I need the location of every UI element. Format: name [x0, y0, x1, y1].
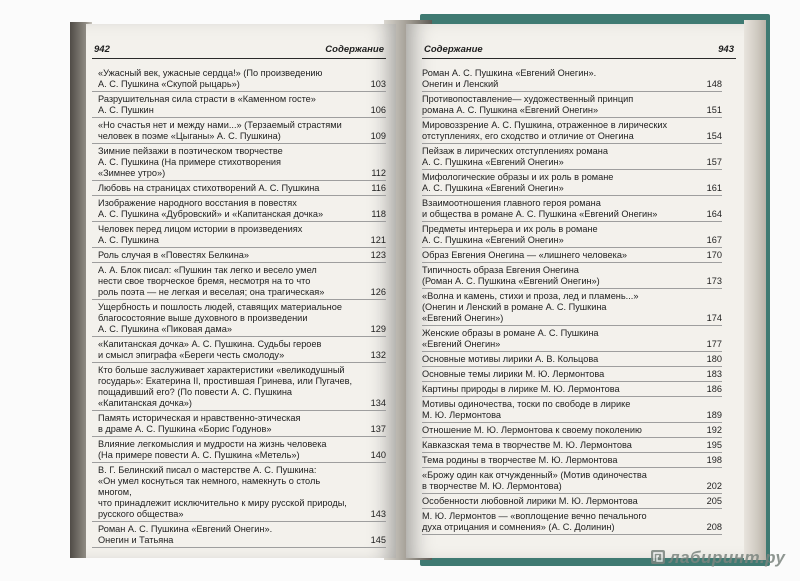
toc-entry — [92, 337, 386, 363]
toc-entry-title: Пейзаж в лирических отступлениях романа А. С. Пушкина «Евгений Онегин» — [422, 145, 608, 167]
right-page — [406, 24, 744, 558]
toc-entry-title: Типичность образа Евгения Онегина (Роман А. С. Пушкина «Евгений Онегин») — [422, 264, 600, 286]
toc-entry — [92, 118, 386, 144]
toc-entry-title: «Ужасный век, ужасные сердца!» (По произведению А. С. Пушкина «Скупой рыцарь») — [98, 67, 323, 89]
toc-entry — [422, 222, 722, 248]
toc-entry-page-number: 177 — [706, 338, 722, 349]
toc-entry-title: Влияние легкомыслия и мудрости на жизнь человека (На примере повести А. С. Пушкина «Метель») — [98, 438, 327, 460]
toc-entry — [92, 66, 386, 92]
toc-entry — [422, 453, 722, 468]
toc-entry-page-number: 198 — [706, 454, 722, 465]
left-page-header: Содержание — [325, 44, 384, 55]
toc-entry — [422, 66, 722, 92]
toc-entry — [92, 463, 386, 522]
toc-entry — [422, 397, 722, 423]
toc-entry — [92, 300, 386, 337]
toc-entry-title: «Брожу один как отчужденный» (Мотив одиночества в творчестве М. Ю. Лермонтова) — [422, 469, 647, 491]
toc-entry-page-number: 154 — [706, 130, 722, 141]
right-page-header: Содержание — [424, 44, 483, 55]
toc-entry — [92, 222, 386, 248]
toc-entry-page-number: 137 — [370, 423, 386, 434]
toc-entry-title: «Капитанская дочка» А. С. Пушкина. Судьбы героев и смысл эпиграфа «Береги честь смолоду» — [98, 338, 322, 360]
toc-entry-title: Роман А. С. Пушкина «Евгений Онегин». Онегин и Татьяна — [98, 523, 273, 545]
toc-entry — [92, 248, 386, 263]
toc-entry-page-number: 186 — [706, 383, 722, 394]
toc-entry-page-number: 143 — [370, 508, 386, 519]
left-page-number: 942 — [94, 44, 110, 55]
toc-entry-title: Основные темы лирики М. Ю. Лермонтова — [422, 368, 605, 379]
toc-entry-page-number: 129 — [370, 323, 386, 334]
toc-entry-title: Ущербность и пошлость людей, ставящих материальное благосостояние выше духовного в произведении А. С. Пушкина «Пиковая дама» — [98, 301, 342, 334]
toc-entry-page-number: 174 — [706, 312, 722, 323]
toc-entry — [422, 196, 722, 222]
toc-entry-title: Предметы интерьера и их роль в романе А. С. Пушкина «Евгений Онегин» — [422, 223, 598, 245]
toc-entry-page-number: 118 — [371, 208, 386, 219]
toc-entry — [422, 263, 722, 289]
toc-entry-title: «Но счастья нет и между нами...» (Терзаемый страстями человек в поэме «Цыганы» А. С. Пушкина) — [98, 119, 342, 141]
toc-entry-page-number: 126 — [370, 286, 386, 297]
right-header-rule — [422, 58, 736, 59]
toc-entry — [422, 289, 722, 326]
toc-entry — [422, 352, 722, 367]
toc-entry — [422, 468, 722, 494]
toc-entry-title: Особенности любовной лирики М. Ю. Лермонтова — [422, 495, 638, 506]
toc-entry-page-number: 164 — [706, 208, 722, 219]
toc-entry-title: Роман А. С. Пушкина «Евгений Онегин». Онегин и Ленский — [422, 67, 597, 89]
toc-entry-page-number: 151 — [706, 104, 722, 115]
toc-entry-title: В. Г. Белинский писал о мастерстве А. С. Пушкина: «Он умел коснуться так немного, намекнуть о столь многом, что принадлежит исключительно к миру русской природы, русского общества» — [98, 464, 347, 519]
watermark — [650, 548, 786, 568]
toc-entry-title: Отношение М. Ю. Лермонтова к своему поколению — [422, 424, 642, 435]
toc-entry — [422, 367, 722, 382]
toc-entry-page-number: 170 — [706, 249, 722, 260]
toc-entry-title: Тема родины в творчестве М. Ю. Лермонтова — [422, 454, 618, 465]
toc-entry-page-number: 167 — [706, 234, 722, 245]
toc-entry-page-number: 202 — [706, 480, 722, 491]
toc-entry-title: Изображение народного восстания в повестях А. С. Пушкина «Дубровский» и «Капитанская дочка» — [98, 197, 324, 219]
toc-entry — [92, 411, 386, 437]
toc-entry — [422, 382, 722, 397]
toc-entry-title: «Волна и камень, стихи и проза, лед и пламень...» (Онегин и Ленский в романе А. С. Пушкина «Евгений Онегин») — [422, 290, 639, 323]
toc-entry-page-number: 109 — [370, 130, 386, 141]
left-header-rule — [92, 58, 386, 59]
toc-entry — [92, 263, 386, 300]
right-page-number: 943 — [718, 44, 734, 55]
toc-entry-title: Память историческая и нравственно-этическая в драме А. С. Пушкина «Борис Годунов» — [98, 412, 301, 434]
toc-entry-page-number: 112 — [371, 167, 386, 178]
toc-entry-page-number: 134 — [370, 397, 386, 408]
toc-entry — [422, 326, 722, 352]
toc-entry — [422, 170, 722, 196]
toc-entry-title: М. Ю. Лермонтов — «воплощение вечно печального духа отрицания и сомнения» (А. С. Долинин) — [422, 510, 647, 532]
toc-entry-title: Человек перед лицом истории в произведениях А. С. Пушкина — [98, 223, 303, 245]
toc-entry-title: Мотивы одиночества, тоски по свободе в лирике М. Ю. Лермонтова — [422, 398, 631, 420]
toc-entry — [92, 144, 386, 181]
toc-entry-page-number: 189 — [706, 409, 722, 420]
toc-entry-title: Женские образы в романе А. С. Пушкина «Евгений Онегин» — [422, 327, 599, 349]
toc-entry-page-number: 145 — [370, 534, 386, 545]
toc-entry — [92, 181, 386, 196]
toc-entry — [92, 522, 386, 548]
toc-entry-title: Разрушительная сила страсти в «Каменном госте» А. С. Пушкин — [98, 93, 316, 115]
toc-entry-page-number: 148 — [706, 78, 722, 89]
toc-entry-title: Противопоставление— художественный принцип романа А. С. Пушкина «Евгений Онегин» — [422, 93, 634, 115]
toc-entry-title: А. А. Блок писал: «Пушкин так легко и весело умел нести свое творческое бремя, несмотря на то что роль поэта — не легкая и веселая; она трагическая» — [98, 264, 325, 297]
toc-entry-page-number: 157 — [706, 156, 722, 167]
toc-entry-page-number: 205 — [706, 495, 722, 506]
toc-entry-page-number: 192 — [706, 424, 722, 435]
toc-entry-page-number: 103 — [370, 78, 386, 89]
toc-entry-page-number: 195 — [706, 439, 722, 450]
toc-entry — [92, 196, 386, 222]
toc-entry-page-number: 132 — [370, 349, 386, 360]
right-toc-list — [422, 66, 722, 535]
toc-entry-title: Образ Евгения Онегина — «лишнего человека» — [422, 249, 628, 260]
toc-entry — [422, 92, 722, 118]
toc-entry-title: Картины природы в лирике М. Ю. Лермонтова — [422, 383, 620, 394]
watermark-text: лабиринт.ру — [669, 548, 786, 567]
toc-entry — [92, 92, 386, 118]
toc-entry — [422, 423, 722, 438]
toc-entry-page-number: 180 — [706, 353, 722, 364]
labyrinth-logo-icon — [650, 549, 666, 565]
toc-entry-page-number: 173 — [706, 275, 722, 286]
toc-entry — [422, 118, 722, 144]
toc-entry — [422, 509, 722, 535]
toc-entry — [422, 248, 722, 263]
toc-entry-page-number: 161 — [706, 182, 722, 193]
toc-entry-title: Кавказская тема в творчестве М. Ю. Лермонтова — [422, 439, 632, 450]
toc-entry-page-number: 123 — [370, 249, 386, 260]
toc-entry-page-number: 116 — [371, 182, 386, 193]
toc-entry-page-number: 183 — [706, 368, 722, 379]
toc-entry-title: Мировоззрение А. С. Пушкина, отраженное в лирических отступлениях, его сходство и отличие от Онегина — [422, 119, 668, 141]
book-page-edges — [744, 20, 766, 560]
toc-entry-title: Основные мотивы лирики А. В. Кольцова — [422, 353, 599, 364]
toc-entry-title: Зимние пейзажи в поэтическом творчестве А. С. Пушкина (На примере стихотворения «Зимнее утро») — [98, 145, 283, 178]
toc-entry — [422, 494, 722, 509]
toc-entry-title: Взаимоотношения главного героя романа и общества в романе А. С. Пушкина «Евгений Онегин» — [422, 197, 658, 219]
toc-entry — [92, 363, 386, 411]
left-page — [86, 24, 396, 558]
left-toc-list — [92, 66, 386, 548]
toc-entry-page-number: 140 — [370, 449, 386, 460]
toc-entry — [422, 438, 722, 453]
toc-entry — [92, 437, 386, 463]
toc-entry — [422, 144, 722, 170]
toc-entry-title: Мифологические образы и их роль в романе А. С. Пушкина «Евгений Онегин» — [422, 171, 614, 193]
toc-entry-title: Кто больше заслуживает характеристики «великодушный государь»: Екатерина II, простившая Гринева, или Пугачев, пощадивший его? (По повести А. С. Пушкина «Капитанская дочка») — [98, 364, 353, 408]
toc-entry-page-number: 121 — [370, 234, 386, 245]
toc-entry-title: Роль случая в «Повестях Белкина» — [98, 249, 250, 260]
toc-entry-title: Любовь на страницах стихотворений А. С. Пушкина — [98, 182, 320, 193]
toc-entry-page-number: 106 — [370, 104, 386, 115]
toc-entry-page-number: 208 — [706, 521, 722, 532]
